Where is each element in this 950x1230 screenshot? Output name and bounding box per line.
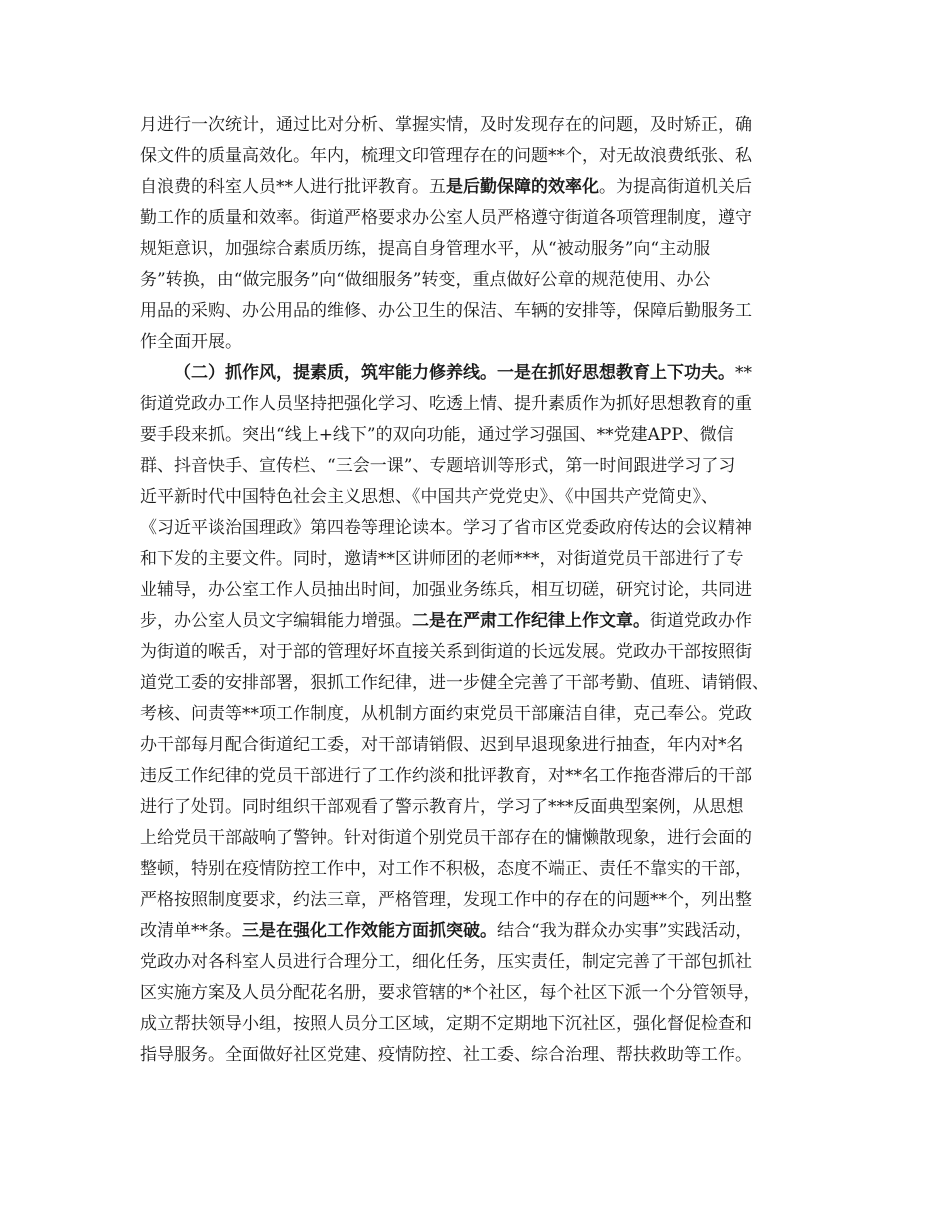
text-line <box>140 637 812 668</box>
text-segment: 步，办公室人员文字编辑能力增强。 <box>140 611 412 631</box>
text-line <box>140 885 812 916</box>
text-line <box>140 947 812 978</box>
text-segment: 结合“我为群众办实事”实践活动， <box>497 921 753 941</box>
text-segment: 保文件的质量高效化。年内，梳理文印管理存在的问题**个，对无故浪费纸张、私 <box>140 146 752 166</box>
text-line <box>140 823 812 854</box>
text-line <box>140 1040 812 1071</box>
text-line <box>140 668 812 699</box>
text-segment: 严格按照制度要求，约法三章，严格管理，发现工作中的存在的问题**个，列出整 <box>140 890 752 910</box>
text-line <box>140 203 812 234</box>
text-line <box>140 1009 812 1040</box>
text-line <box>140 234 812 265</box>
text-segment: 近平新时代中国特色社会主义思想、《中国共产党党史》、《中国共产党简史》、 <box>140 487 718 507</box>
text-segment: 。为提高街道机关后 <box>599 177 752 197</box>
text-line <box>140 544 812 575</box>
text-segment: 群、抖音快手、宣传栏、“三会一课”、专题培训等形式，第一时间跟进学习了习 <box>140 456 736 476</box>
text-segment: 改清单**条。 <box>140 921 242 941</box>
text-line <box>140 265 812 296</box>
bold-heading-segment: 三是在强化工作效能方面抓突破。 <box>242 921 497 941</box>
text-segment: 上给党员干部敲响了警钟。针对街道个别党员干部存在的慵懒散现象，进行会面的 <box>140 828 752 848</box>
bold-heading-segment: （二）抓作风，提素质，筑牢能力修养线。一是在抓好思想教育上下功夫。 <box>174 363 735 383</box>
text-segment: 《习近平谈治国理政》第四卷等理论读本。学习了省市区党委政府传达的会议精神 <box>140 518 752 538</box>
text-line <box>140 141 812 172</box>
text-segment: 勤工作的质量和效率。街道严格要求办公室人员严格遵守街道各项管理制度，遵守 <box>140 208 752 228</box>
text-line <box>140 327 812 358</box>
text-segment: 自浪费的科室人员**人进行批评教育。五 <box>140 177 446 197</box>
text-segment: 考核、问责等**项工作制度，从机制方面约束党员干部廉洁自律，克己奉公。党政 <box>140 704 752 724</box>
text-line <box>140 606 812 637</box>
text-line <box>140 854 812 885</box>
text-line <box>140 916 812 947</box>
text-line <box>140 482 812 513</box>
text-line <box>140 389 812 420</box>
text-segment: 为街道的喉舌，对于部的管理好坏直接关系到街道的长远发展。党政办干部按照街 <box>140 642 752 662</box>
document-body <box>140 110 812 1071</box>
text-segment: 整顿，特别在疫情防控工作中，对工作不积极，态度不端正、责任不靠实的干部， <box>140 859 752 879</box>
text-segment: 要手段来抓。突出“线上+线下”的双向功能，通过学习强国、**党建APP、微信 <box>140 425 734 445</box>
text-segment: 月进行一次统计，通过比对分析、掌握实情，及时发现存在的问题，及时矫正，确 <box>140 115 752 135</box>
text-segment: 和下发的主要文件。同时，邀请**区讲师团的老师***，对街道党员干部进行了专 <box>140 549 744 569</box>
bold-heading-segment: 是后勤保障的效率化 <box>446 177 599 197</box>
text-segment: 用品的采购、办公用品的维修、办公卫生的保洁、车辆的安排等，保障后勤服务工 <box>140 301 752 321</box>
text-segment: 成立帮扶领导小组，按照人员分工区域，定期不定期地下沉社区，强化督促检查和 <box>140 1014 752 1034</box>
text-segment: 道党工委的安排部署，狠抓工作纪律，进一步健全完善了干部考勤、值班、请销假、 <box>140 673 769 693</box>
text-segment: 务”转换，由“做完服务”向“做细服务”转变，重点做好公章的规范使用、办公 <box>140 270 711 290</box>
text-segment: 办干部每月配合街道纪工委，对干部请销假、迟到早退现象进行抽查，年内对*名 <box>140 735 744 755</box>
text-line <box>140 513 812 544</box>
text-segment: 进行了处罚。同时组织干部观看了警示教育片，学习了***反面典型案例，从思想 <box>140 797 744 817</box>
text-segment: ** <box>735 363 752 383</box>
text-segment: 街道党政办作 <box>650 611 752 631</box>
text-line <box>140 792 812 823</box>
text-line <box>140 358 812 389</box>
text-line <box>140 575 812 606</box>
text-segment: 违反工作纪律的党员干部进行了工作约淡和批评教育，对**名工作拖沓滞后的干部 <box>140 766 752 786</box>
text-line <box>140 172 812 203</box>
text-line <box>140 296 812 327</box>
text-segment: 业辅导，办公室工作人员抽出时间，加强业务练兵，相互切磋，研究讨论，共同进 <box>140 580 752 600</box>
text-line <box>140 110 812 141</box>
text-line <box>140 730 812 761</box>
text-segment: 区实施方案及人员分配花名册，要求管辖的*个社区，每个社区下派一个分管领导， <box>140 983 761 1003</box>
text-segment: 党政办对各科室人员进行合理分工，细化任务，压实责任，制定完善了干部包抓社 <box>140 952 752 972</box>
bold-heading-segment: 二是在严肃工作纪律上作文章。 <box>412 611 650 631</box>
text-segment: 街道党政办工作人员坚持把强化学习、吃透上情、提升素质作为抓好思想教育的重 <box>140 394 752 414</box>
text-line <box>140 699 812 730</box>
text-segment: 指导服务。全面做好社区党建、疫情防控、社工委、综合治理、帮扶救助等工作。 <box>140 1045 752 1065</box>
text-line <box>140 978 812 1009</box>
text-segment: 作全面开展。 <box>140 332 242 352</box>
text-line <box>140 451 812 482</box>
text-segment: 规矩意识，加强综合素质历练，提高自身管理水平，从“被动服务”向“主动服 <box>140 239 711 259</box>
text-line <box>140 420 812 451</box>
text-line <box>140 761 812 792</box>
